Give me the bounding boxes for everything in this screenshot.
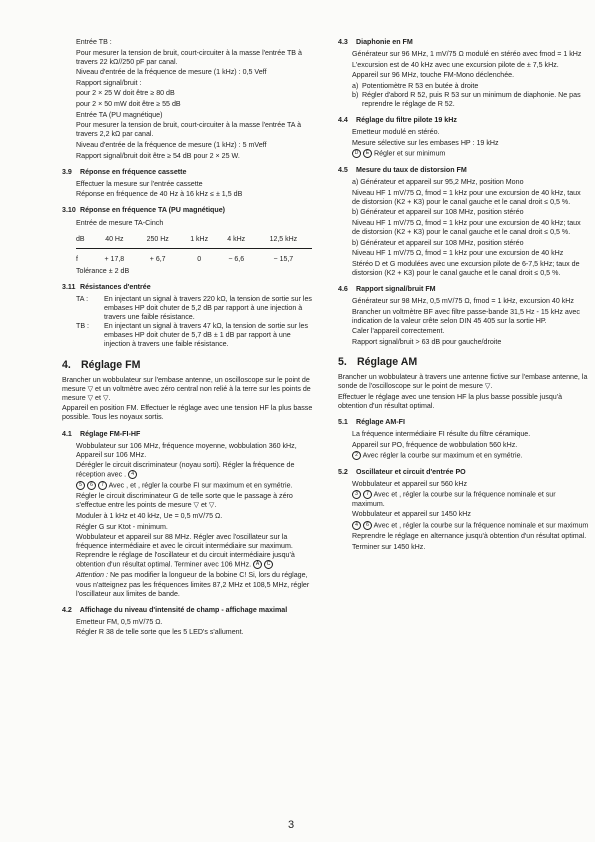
text-line: Générateur sur 98 MHz, 0,5 mV/75 Ω, fmod = 1 kHz, excursion 40 kHz	[352, 297, 574, 306]
adjust-point-icon: 7	[363, 490, 372, 499]
table-row	[76, 248, 312, 265]
table-cell: 40 Hz	[94, 234, 135, 249]
text-line: Moduler à 1 kHz et 40 kHz, Ue = 0,5 mV/75 Ω.	[76, 512, 223, 520]
text-line: Caler l'appareil correctement.	[352, 327, 445, 336]
adjust-point-icon: 2	[352, 451, 361, 460]
text-line: b) Générateur et appareil sur 108 MHz, position stéréo	[352, 208, 524, 217]
text-line: Emetteur FM, 0,5 mV/75 Ω.	[76, 617, 163, 626]
paragraph: Brancher un wobbulateur sur l'embase antenne, un oscilloscope sur le point de mesure ▽ et un voltmètre avec zéro central non relié à la terre sur les points de mesure ▽ et ▽.	[62, 375, 311, 402]
table-cell: − 15,7	[273, 255, 294, 263]
section-heading-5-1: 5.1 Réglage AM-FI	[338, 417, 405, 426]
text-line: Rapport signal/bruit > 63 dB pour gauche/droite	[352, 337, 502, 346]
adjust-point-icon: 4	[352, 521, 361, 530]
text-line: 5 6 7 Avec , et , régler la courbe FI sur maximum et en symétrie.	[76, 481, 314, 490]
intro-line: Niveau d'entrée de la fréquence de mesure (1 kHz) : 0,5 Veff	[76, 68, 267, 77]
ta-entry	[62, 295, 314, 322]
adjust-point-icon: 6	[363, 521, 372, 530]
text-line: Régler le circuit discriminateur G de telle sorte que le passage à zéro s'effectue entre les points de mesure ▽ et ▽.	[76, 492, 293, 510]
intro-line: Niveau d'entrée de la fréquence de mesure (1 kHz) : 5 mVeff	[76, 140, 267, 149]
text-line: Appareil sur 96 MHz, touche FM-Mono déclenchée.	[352, 71, 515, 80]
section-heading-3-10: 3.10 Réponse en fréquence TA (PU magnétique)	[62, 206, 226, 215]
adjust-point-icon: C	[264, 560, 273, 569]
intro-line: Entrée TA (PU magnétique)	[76, 110, 163, 119]
text-line: a) Générateur et appareil sur 95,2 MHz, position Mono	[352, 178, 524, 186]
adjust-point-icon: 4	[128, 470, 137, 479]
text-line: Wobbulateur et appareil sur 88 MHz. Régler avec l'oscillateur sur la fréquence intermédiaire et avec le circuit intermédiaire sur maximum. Reprendre le réglage de l'oscillateur et du circuit intermédiaire jusqu'à obtention d'un résultat optimal. Terminer avec 106 MHz. A C	[76, 533, 295, 569]
text-line: Wobbulateur et appareil sur 560 kHz	[352, 479, 468, 488]
table-cell: 0	[197, 255, 202, 263]
text-line: D E Régler et sur minimum	[352, 149, 590, 158]
table-cell: 4 kHz	[218, 234, 255, 249]
adjust-point-icon: A	[253, 560, 262, 569]
section-heading-4-2: 4.2 Affichage du niveau d'intensité de champ - affichage maximal	[62, 605, 288, 614]
text-line: Dérégler le circuit discriminateur (noyau sorti). Régler la fréquence de réception avec . 4	[76, 461, 295, 479]
text-line: Attention : Ne pas modifier la longueur de la bobine C! Si, lors du réglage, vous n'atteignez pas les fréquences limites 87,2 MHz et 108,5 MHz, régler l'oscillateur aux limites de bande.	[76, 571, 310, 598]
intro-line: pour 2 × 25 W doit être ≥ 80 dB	[76, 89, 175, 98]
text-line: L'excursion est de 40 kHz avec une excursion pilote de ± 7,5 kHz.	[352, 60, 559, 69]
section-heading-3-11: 3.11 Résistances d'entrée	[62, 282, 151, 291]
text-line: Brancher un voltmètre BF avec filtre passe-bande 31,5 Hz - 15 kHz avec indication de la valeur crête selon DIN 45 405 sur la sortie HP.	[352, 307, 580, 325]
section-heading-5-2: 5.2 Oscillateur et circuit d'entrée PO	[338, 467, 466, 476]
text-line: Générateur sur 96 MHz, 1 mV/75 Ω modulé en stéréo avec fmod = 1 kHz	[352, 50, 582, 59]
text-line: 3 7 Avec et , régler la courbe sur la fréquence nominale et sur maximum.	[352, 490, 556, 508]
adjust-point-icon: D	[352, 149, 361, 158]
text-line: Régler R 38 de telle sorte que les 5 LED's s'allument.	[76, 628, 244, 637]
table-cell: f	[76, 255, 78, 263]
table-header-row	[76, 234, 312, 249]
paragraph: Brancher un wobbulateur à travers une antenne fictive sur l'embase antenne, la sonde de l'oscilloscope sur le point de mesure ▽.	[338, 373, 588, 391]
chapter-heading-4: 4. Réglage FM	[62, 358, 141, 371]
table-cell: + 6,7	[149, 255, 166, 263]
text-line: Emetteur modulé en stéréo.	[352, 128, 440, 137]
text-line: La fréquence intermédiaire FI résulte du filtre céramique.	[352, 429, 531, 438]
intro-block	[62, 38, 314, 161]
list-item: b) Régler d'abord R 52, puis R 53 sur un minimum de diaphonie. Ne pas reprendre le réglage de R 52.	[352, 90, 581, 109]
adjust-point-icon: 6	[87, 481, 96, 490]
ta-label: TA :	[76, 294, 89, 303]
intro-line: Pour mesurer la tension de bruit, court-circuiter à la masse l'entrée TB à travers 22 kΩ//250 pF par canal.	[76, 48, 302, 66]
paragraph: Appareil en position FM. Effectuer le réglage avec une tension HF la plus basse possible. Tous les noyaux sortis.	[62, 404, 313, 422]
ta-text: En injectant un signal à travers 220 kΩ, la tension de sortie sur les embases HP doit chuter de 5,2 dB par rapport à une injection à travers une faible résistance.	[104, 294, 312, 322]
intro-line: Pour mesurer la tension de bruit, court-circuiter à la masse l'entrée TA à travers 2,2 kΩ par canal.	[76, 121, 302, 139]
frequency-response-table	[76, 234, 312, 265]
paragraph: Effectuer le réglage avec une tension HF la plus basse possible jusqu'à obtention d'un résultat optimal.	[338, 392, 563, 410]
text-line: Appareil sur PO, fréquence de wobbulation 560 kHz.	[352, 440, 518, 449]
text-line: Niveau HF 1 mV/75 Ω, fmod = 1 kHz pour une excursion de 40 kHz	[352, 249, 564, 258]
tb-entry	[62, 322, 314, 349]
text-line: Niveau HF 1 mV/75 Ω, fmod = 1 kHz pour une excursion de 40 kHz, taux de distorsion (K2 + K3) pour le canal gauche et le canal droit ≤ 0,5 %.	[352, 188, 581, 206]
table-cell: 1 kHz	[181, 234, 218, 249]
table-cell: + 17,8	[104, 255, 125, 263]
tolerance-text: Tolérance ± 2 dB	[76, 266, 130, 275]
intro-line: Rapport signal/bruit doit être ≥ 54 dB pour 2 × 25 W.	[76, 151, 240, 160]
table-cell: dB	[76, 234, 94, 249]
text-line: Niveau HF 1 mV/75 Ω, fmod = 1 kHz pour une excursion de 40 kHz; taux de distorsion (K2 + K3) pour le canal gauche et le canal droit ≤ 0,5 %.	[352, 218, 581, 236]
intro-line: Entrée TB :	[76, 38, 112, 46]
page-number: 3	[288, 819, 295, 831]
list-item: a) Potentiomètre R 53 en butée à droite	[352, 81, 479, 90]
text-line: Effectuer la mesure sur l'entrée cassette	[76, 179, 203, 188]
text-line: Stéréo D et G modulées avec une excursion pilote de 6-7,5 kHz; taux de distorsion (K2 + K3) pour le canal gauche et le canal droit ≤ 0,5 %.	[352, 259, 580, 277]
text-line: Wobbulateur sur 106 MHz, fréquence moyenne, wobbulation 360 kHz, Appareil sur 106 MHz.	[76, 441, 297, 459]
section-heading-4-3: 4.3 Diaphonie en FM	[338, 38, 413, 46]
table-cell: − 6,6	[228, 255, 245, 263]
section-heading-4-6: 4.6 Rapport signal/bruit FM	[338, 284, 436, 293]
text-line: 2 Avec régler la courbe sur maximum et en symétrie.	[352, 451, 590, 460]
adjust-point-icon: 3	[352, 490, 361, 499]
text-line: Régler G sur Ktot - minimum.	[76, 522, 168, 531]
tb-label: TB :	[76, 322, 90, 331]
text-line: Réponse en fréquence de 40 Hz à 16 kHz ≤ ± 1,5 dB	[76, 190, 243, 199]
adjust-point-icon: 7	[98, 481, 107, 490]
section-heading-4-5: 4.5 Mesure du taux de distorsion FM	[338, 165, 467, 174]
chapter-heading-5: 5. Réglage AM	[338, 356, 418, 368]
text-line: b) Générateur et appareil sur 108 MHz, position stéréo	[352, 238, 524, 247]
text-line: Entrée de mesure TA-Cinch	[76, 218, 164, 227]
tb-text: En injectant un signal à travers 47 kΩ, la tension de sortie sur les embases HP doit chuter de 5,7 dB ± 1 dB par rapport à une injection à travers une faible résistance.	[104, 322, 309, 349]
adjust-point-icon: E	[363, 149, 372, 158]
right-column	[338, 38, 590, 553]
text-line: Reprendre le réglage en alternance jusqu'à obtention d'un résultat optimal.	[352, 531, 587, 540]
adjust-point-icon: 5	[76, 481, 85, 490]
table-cell: 12,5 kHz	[255, 234, 312, 249]
left-column	[62, 38, 314, 639]
text-line: 4 6 Avec et , régler la courbe sur la fréquence nominale et sur maximum	[352, 521, 590, 530]
section-heading-3-9: 3.9 Réponse en fréquence cassette	[62, 167, 187, 176]
intro-line: Rapport signal/bruit :	[76, 78, 142, 87]
intro-line: pour 2 × 50 mW doit être ≥ 55 dB	[76, 100, 181, 109]
table-cell: 250 Hz	[135, 234, 181, 249]
text-line: Terminer sur 1450 kHz.	[352, 542, 426, 551]
section-heading-4-4: 4.4 Réglage du filtre pilote 19 kHz	[338, 116, 457, 125]
section-heading-4-1: 4.1 Réglage FM-FI-HF	[62, 429, 141, 438]
text-line: Mesure sélective sur les embases HP : 19 kHz	[352, 138, 499, 147]
text-line: Wobbulateur et appareil sur 1450 kHz	[352, 510, 471, 519]
